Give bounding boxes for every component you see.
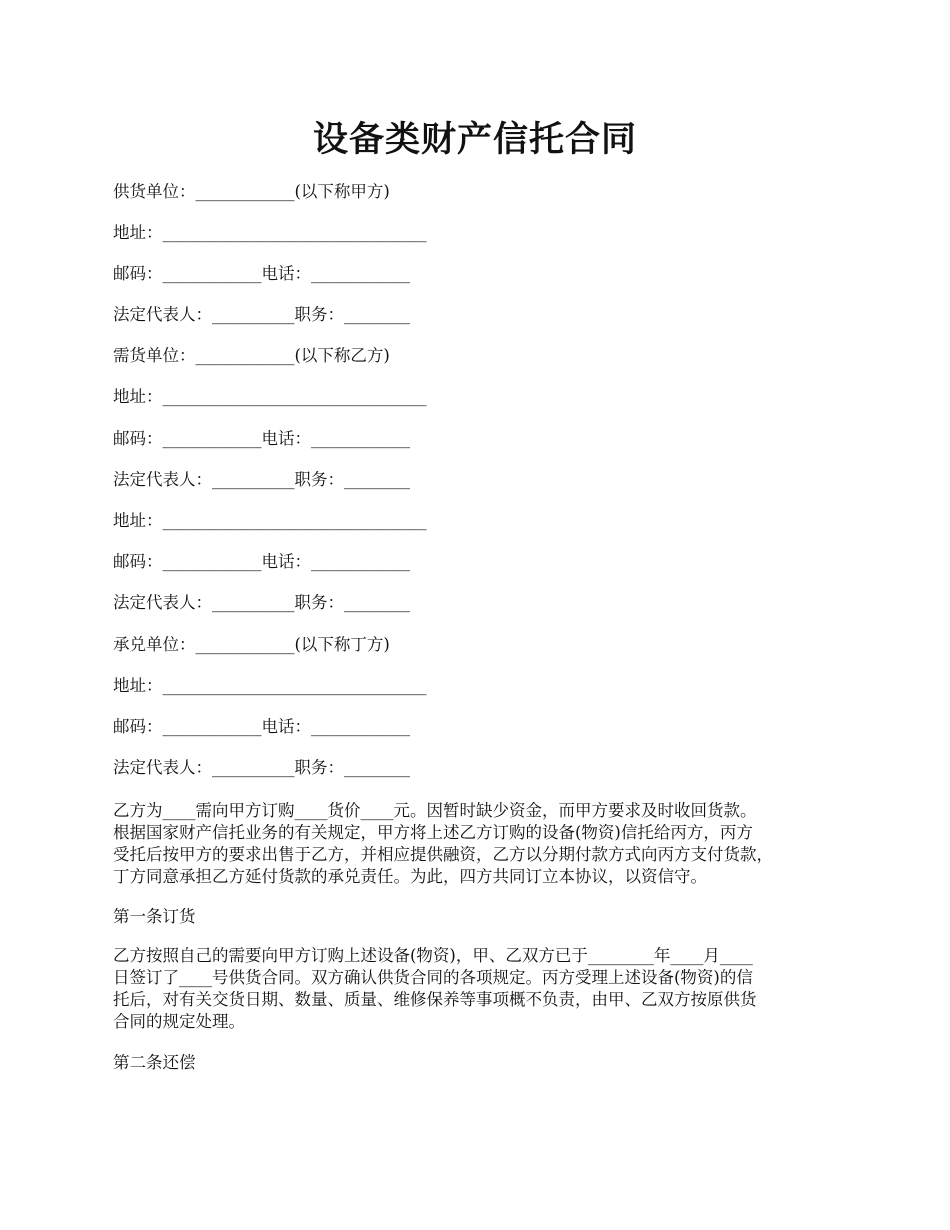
trustee-representative-field: 法定代表人：__________职务：________	[113, 593, 410, 612]
article1-line: 合同的规定处理。	[113, 1012, 245, 1031]
acceptor-postcode-phone-field: 邮码：____________电话：____________	[113, 717, 410, 736]
intro-line: 受托后按甲方的要求出售于乙方，并相应提供融资，乙方以分期付款方式向丙方支付货款，	[113, 845, 773, 864]
intro-line: 根据国家财产信托业务的有关规定，甲方将上述乙方订购的设备(物资)信托给丙方，丙方	[113, 823, 753, 842]
article1-paragraph	[113, 945, 853, 1033]
supplier-representative-field: 法定代表人：__________职务：________	[113, 305, 410, 324]
article1-line: 托后，对有关交货日期、数量、质量、维修保养等事项概不负责，由甲、乙双方按原供货	[113, 990, 757, 1009]
article1-line: 乙方按照自己的需要向甲方订购上述设备(物资)，甲、乙双方已于________年____月____	[113, 946, 753, 965]
buyer-address-field: 地址：________________________________	[113, 387, 427, 406]
acceptor-address-field: 地址：________________________________	[113, 676, 427, 695]
supplier-address-field: 地址：________________________________	[113, 223, 427, 242]
article1-line: 日签订了____号供货合同。双方确认供货合同的各项规定。丙方受理上述设备(物资)的信	[113, 968, 753, 987]
supplier-unit-field: 供货单位：____________(以下称甲方)	[113, 182, 390, 201]
buyer-representative-field: 法定代表人：__________职务：________	[113, 470, 410, 489]
article1-heading: 第一条订货	[113, 907, 196, 926]
acceptor-representative-field: 法定代表人：__________职务：________	[113, 758, 410, 777]
buyer-postcode-phone-field: 邮码：____________电话：____________	[113, 429, 410, 448]
intro-paragraph	[113, 800, 853, 888]
document-title: 设备类财产信托合同	[312, 119, 637, 160]
article2-heading: 第二条还偿	[113, 1053, 196, 1072]
intro-line: 丁方同意承担乙方延付货款的承兑责任。为此，四方共同订立本协议，以资信守。	[113, 867, 707, 886]
acceptor-unit-field: 承兑单位：____________(以下称丁方)	[113, 635, 390, 654]
buyer-unit-field: 需货单位：____________(以下称乙方)	[113, 346, 390, 365]
trustee-postcode-phone-field: 邮码：____________电话：____________	[113, 552, 410, 571]
supplier-postcode-phone-field: 邮码：____________电话：____________	[113, 264, 410, 283]
trustee-address-field: 地址：________________________________	[113, 511, 427, 530]
intro-line: 乙方为____需向甲方订购____货价____元。因暂时缺少资金，而甲方要求及时收回货款。	[113, 801, 757, 820]
